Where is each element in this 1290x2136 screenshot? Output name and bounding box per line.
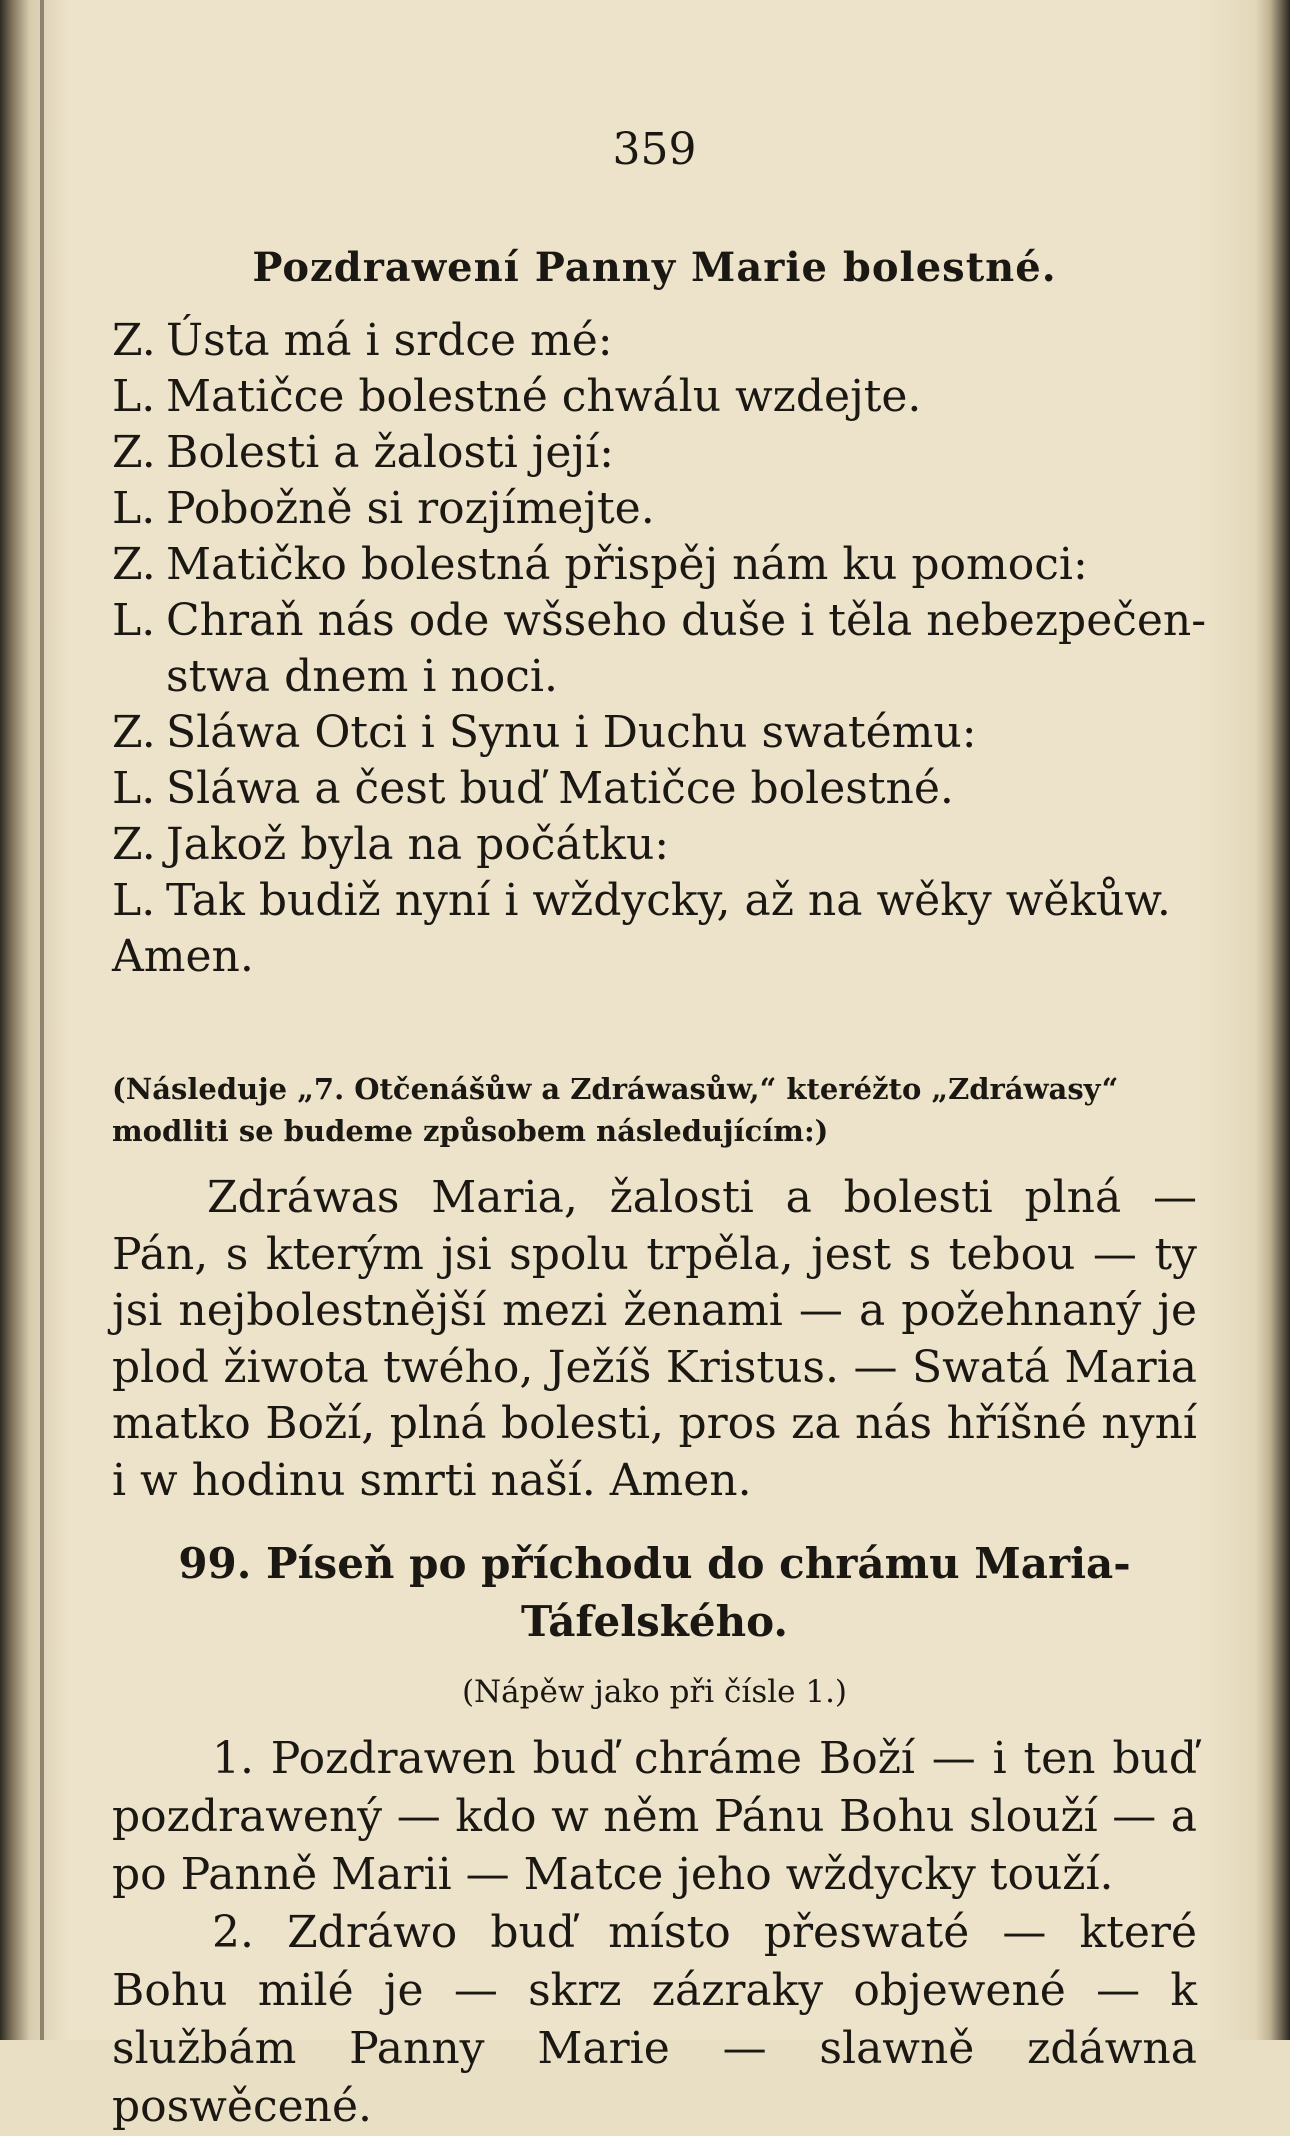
section-title: Pozdrawení Panny Marie bolestné.: [252, 244, 1057, 291]
litany-continuation: stwa dnem i noci.: [166, 651, 558, 702]
litany-text: Chraň nás ode wšseho duše i těla nebezpečen-: [166, 595, 1207, 646]
litany-speaker: L.: [112, 763, 156, 814]
litany-text: Jakož byla na počátku:: [166, 819, 670, 870]
litany-line: [112, 761, 1197, 817]
rubric-note: (Následuje „7. Otčenášůw a Zdráwasůw,“ kteréžto „Zdráwasy“ modliti se budeme způsobem následujícím:): [112, 1072, 1119, 1148]
litany-speaker: L.: [112, 595, 156, 646]
litany-text: Ústa má i srdce mé:: [166, 315, 613, 366]
litany-speaker: L.: [112, 483, 156, 534]
litany-speaker: Z.: [112, 539, 156, 590]
litany-text: Sláwa Otci i Synu i Duchu swatému:: [166, 707, 977, 758]
litany-line: [112, 481, 1197, 537]
litany-line: [112, 313, 1197, 369]
litany-text: Tak budiž nyní i wždycky, až na wěky wěkůw.: [166, 875, 1171, 926]
litany-amen: Amen.: [112, 931, 254, 982]
litany-line: [112, 369, 1197, 425]
melody-note: (Nápěw jako při čísle 1.): [461, 1674, 848, 1710]
litany-line: [112, 537, 1197, 593]
hymn-verse: 2. Zdráwo buď místo přeswaté — které Bohu milé je — skrz zázraky objewené — k službám Panny Marie — slawně zdáwna poswěcené.: [112, 1907, 1197, 2132]
litany-speaker: L.: [112, 371, 156, 422]
hymn-title: 99. Píseň po příchodu do chrámu Maria-Táfelského.: [178, 1539, 1131, 1646]
litany-line: [112, 593, 1207, 649]
litany-line: [112, 425, 1197, 481]
litany-line: [112, 873, 1197, 929]
litany-speaker: Z.: [112, 819, 156, 870]
litany-speaker: Z.: [112, 427, 156, 478]
litany-line: [112, 817, 1197, 873]
litany-line: [112, 705, 1197, 761]
litany-text: Bolesti a žalosti její:: [166, 427, 614, 478]
hymn-verse: 1. Pozdrawen buď chráme Boží — i ten buď pozdrawený — kdo w něm Pánu Bohu slouží — a po Panně Marii — Matce jeho wždycky touží.: [112, 1733, 1197, 1900]
hymn-verses: [112, 1730, 1197, 2136]
litany-speaker: L.: [112, 875, 156, 926]
litany-speaker: Z.: [112, 707, 156, 758]
binding-edge: [40, 0, 44, 2040]
litany-text: Pobožně si rozjímejte.: [166, 483, 655, 534]
litany-speaker: Z.: [112, 315, 156, 366]
page-number: 359: [612, 124, 697, 175]
prayer-text: Zdráwas Maria, žalosti a bolesti plná — Pán, s kterým jsi spolu trpěla, jest s tebou — ty jsi nejbolestnější mezi ženami — a požehnaný je plod žiwota twého, Ježíš Kristus. — Swatá Maria matko Boží, plná bolesti, pros za nás hříšné nyní i w hodinu smrti naší. Amen.: [112, 1172, 1197, 1506]
litany-text: Sláwa a čest buď Matičce bolestné.: [166, 763, 954, 814]
litany-text: Matičko bolestná přispěj nám ku pomoci:: [166, 539, 1088, 590]
litany-text: Matičce bolestné chwálu wzdejte.: [166, 371, 922, 422]
litany: [112, 313, 1207, 985]
